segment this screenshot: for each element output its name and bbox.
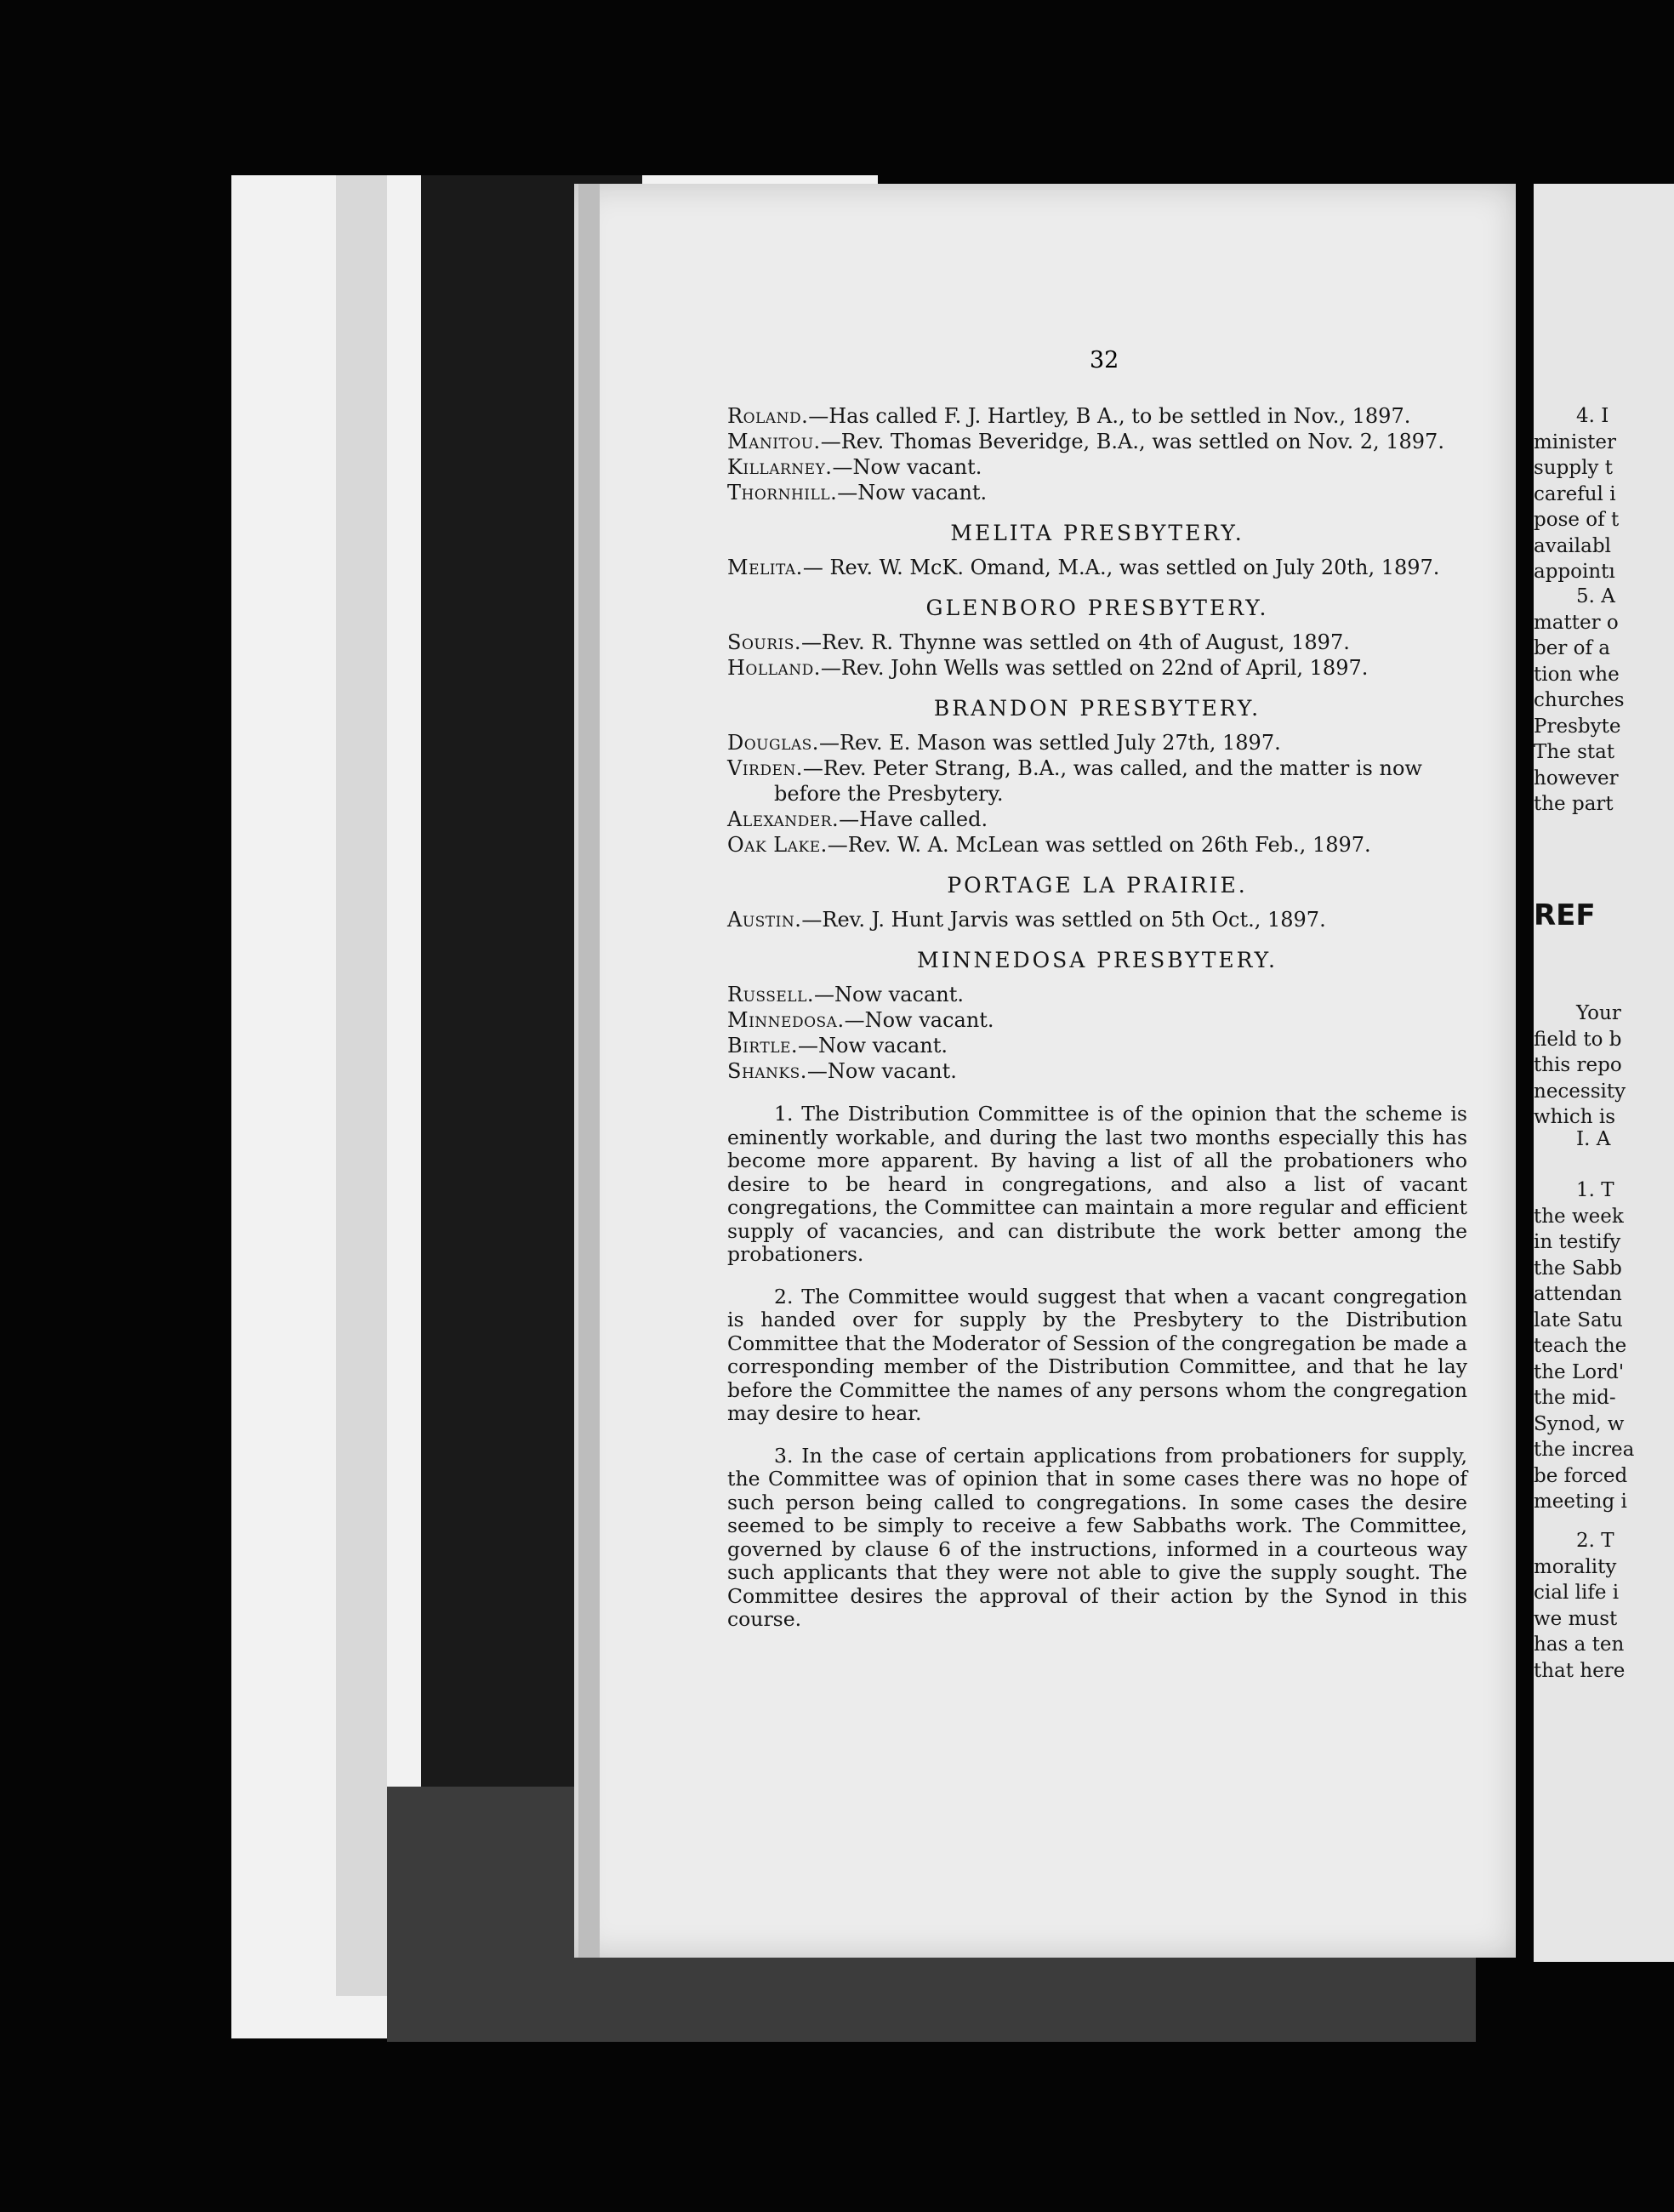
place-name: Roland. <box>727 404 809 428</box>
text-line: the mid- <box>1534 1387 1616 1409</box>
text-line: 1. T <box>1576 1179 1614 1201</box>
section-heading: BRANDON PRESBYTERY. <box>933 696 1261 721</box>
entry-text: —Now vacant. <box>837 481 988 505</box>
entry-text: —Rev. Thomas Beveridge, B.A., was settled on Nov. 2, 1897. <box>820 430 1444 453</box>
list-item <box>727 480 1467 505</box>
text-line: The stat <box>1534 741 1615 763</box>
place-name: Killarney. <box>727 455 833 479</box>
entry-list <box>727 403 1467 505</box>
entry-text: —Rev. Peter Strang, B.A., was called, and the matter is now before the Presbytery. <box>774 756 1422 806</box>
place-name: Birtle. <box>727 1034 799 1058</box>
list-item <box>727 1007 1467 1033</box>
text-line: matter o <box>1534 611 1619 634</box>
list-item <box>727 832 1467 858</box>
text-line: ber of a <box>1534 637 1611 659</box>
facing-page-block <box>1534 1528 1625 1684</box>
text-line: pose of t <box>1534 509 1620 531</box>
text-line: has a ten <box>1534 1633 1625 1656</box>
paragraph: 2. The Committee would suggest that when a vacant congregation is handed over for supply by the Presbytery to the Distribution Committee that the Moderator of Session of the congregation be made a corresponding member of the Distribution Committee, and that he lay before the Committee the names of any persons whom the congregation may desire to hear. <box>727 1284 1467 1425</box>
text-line: the Sabb <box>1534 1257 1622 1280</box>
list-item <box>727 655 1467 681</box>
text-line: teach the <box>1534 1335 1627 1357</box>
text-line: availabl <box>1534 534 1611 557</box>
list-item <box>727 982 1467 1007</box>
text-line: cial life i <box>1534 1582 1620 1604</box>
list-item <box>727 1058 1467 1084</box>
page-stack-edge <box>578 184 600 1958</box>
entry-text: —Rev. John Wells was settled on 22nd of April, 1897. <box>820 656 1369 680</box>
section-heading: MINNEDOSA PRESBYTERY. <box>917 948 1278 972</box>
facing-page-block <box>1534 1001 1626 1131</box>
text-line: 5. A <box>1576 585 1615 607</box>
text-line: the week <box>1534 1205 1624 1228</box>
place-name: Manitou. <box>727 430 821 453</box>
facing-page <box>1534 184 1674 1962</box>
text-line: the part <box>1534 793 1614 815</box>
section-heading: PORTAGE LA PRAIRIE. <box>947 873 1248 898</box>
place-name: Shanks. <box>727 1059 807 1083</box>
place-name: Virden. <box>727 756 803 780</box>
entry-text: —Has called F. J. Hartley, B A., to be settled in Nov., 1897. <box>808 404 1411 428</box>
place-name: Thornhill. <box>727 481 838 505</box>
facing-page-block <box>1534 1177 1634 1515</box>
text-line: minister <box>1534 430 1616 453</box>
list-item <box>727 807 1467 832</box>
text-line: 4. I <box>1576 405 1609 427</box>
place-name: Alexander. <box>727 807 840 831</box>
text-line: be forced <box>1534 1464 1628 1487</box>
list-item <box>727 429 1467 454</box>
list-item <box>727 907 1467 932</box>
entry-text: —Now vacant. <box>798 1034 948 1058</box>
section-heading: MELITA PRESBYTERY. <box>950 521 1244 545</box>
list-item <box>727 730 1467 755</box>
paragraph: 1. The Distribution Committee is of the opinion that the scheme is eminently workable, and during the last two months especially this has become more apparent. By having a list of all the probationers who desire to be heard in congregations, and also a list of vacant congregations, the Committee can maintain a more regular and efficient supply of vacancies, and can distribute the work better among the probationers. <box>727 1102 1467 1266</box>
text-line: field to b <box>1534 1028 1622 1051</box>
place-name: Russell. <box>727 983 815 1006</box>
text-line: tion whe <box>1534 663 1620 686</box>
list-item <box>727 755 1467 807</box>
text-line: morality <box>1534 1555 1617 1578</box>
entry-text: —Rev. J. Hunt Jarvis was settled on 5th Oct., 1897. <box>801 908 1326 932</box>
entry-text: —Rev. E. Mason was settled July 27th, 1897. <box>818 731 1281 755</box>
place-name: Minnedosa. <box>727 1008 845 1032</box>
text-line: I. A <box>1576 1128 1611 1150</box>
paragraph: 3. In the case of certain applications from probationers for supply, the Committee was of opinion that in some cases there was no hope of such person being called to congregations. In some cases the desire seemed to be simply to receive a few Sabbaths work. The Committee, governed by clause 6 of the instructions, informed in a courteous way such applicants that they were not able to give the supply sought. The Committee desires the approval of their action by the Synod in this course. <box>727 1443 1467 1631</box>
place-name: Melita. <box>727 556 803 579</box>
facing-page-block <box>1534 403 1619 585</box>
entry-text: —Rev. W. A. McLean was settled on 26th Feb., 1897. <box>827 833 1371 857</box>
text-line: the Lord' <box>1534 1360 1625 1383</box>
text-line: necessity <box>1534 1080 1626 1103</box>
facing-page-heading: REF <box>1534 898 1596 932</box>
entry-text: —Now vacant. <box>844 1008 994 1032</box>
text-line: this repo <box>1534 1054 1622 1076</box>
page-number: 32 <box>1090 347 1119 373</box>
text-line: we must <box>1534 1607 1618 1630</box>
text-line: Presbyte <box>1534 715 1621 738</box>
place-name: Austin. <box>727 908 802 932</box>
text-line: meeting i <box>1534 1491 1627 1513</box>
text-line: supply t <box>1534 457 1613 479</box>
text-line: attendan <box>1534 1283 1622 1305</box>
text-line: late Satu <box>1534 1308 1623 1331</box>
text-line: that here <box>1534 1659 1626 1682</box>
entry-text: —Now vacant. <box>814 983 964 1006</box>
list-item <box>727 555 1467 580</box>
section-heading: GLENBORO PRESBYTERY. <box>925 596 1269 620</box>
list-item <box>727 630 1467 655</box>
list-item <box>727 454 1467 480</box>
entry-text: —Now vacant. <box>806 1059 957 1083</box>
text-line: appointı <box>1534 561 1615 583</box>
text-line: 2. T <box>1576 1530 1614 1552</box>
page-body <box>727 403 1467 1632</box>
place-name: Douglas. <box>727 731 819 755</box>
place-name: Oak Lake. <box>727 833 828 857</box>
text-line: Your <box>1576 1002 1621 1024</box>
text-line: in testify <box>1534 1231 1621 1253</box>
list-item <box>727 1033 1467 1058</box>
entry-text: —Have called. <box>839 807 988 831</box>
facing-page-block <box>1534 584 1625 818</box>
text-line: Synod, w <box>1534 1412 1625 1435</box>
left-board-shadow <box>336 175 387 1996</box>
facing-page-block <box>1534 1126 1610 1153</box>
entry-text: —Rev. R. Thynne was settled on 4th of August, 1897. <box>801 630 1350 654</box>
text-line: the increa <box>1534 1439 1635 1461</box>
place-name: Holland. <box>727 656 821 680</box>
list-item <box>727 403 1467 429</box>
entry-text: — Rev. W. McK. Omand, M.A., was settled on July 20th, 1897. <box>802 556 1440 579</box>
text-line: which is <box>1534 1106 1616 1128</box>
text-line: churches <box>1534 689 1625 711</box>
text-line: however <box>1534 767 1619 790</box>
text-line: careful i <box>1534 482 1616 505</box>
place-name: Souris. <box>727 630 801 654</box>
entry-text: —Now vacant. <box>832 455 982 479</box>
